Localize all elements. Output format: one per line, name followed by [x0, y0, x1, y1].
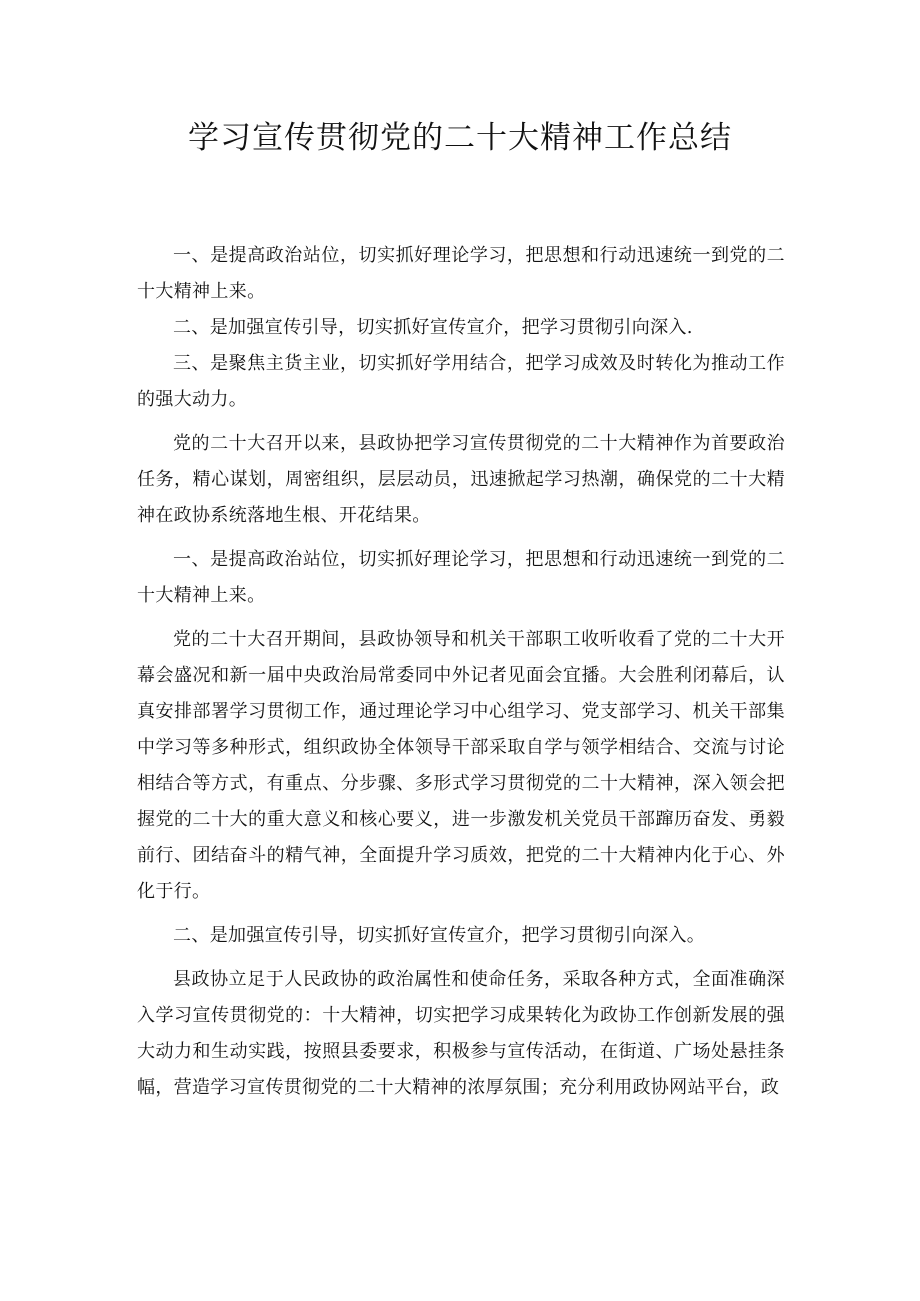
- paragraph-5: 一、是提高政治站位，切实抓好理论学习，把思想和行动迅速统一到党的二十大精神上来。: [137, 549, 785, 606]
- document-body: [137, 238, 785, 1106]
- paragraph-3: 三、是聚焦主货主业，切实抓好学用结合，把学习成效及时转化为推动工作的强大动力。: [137, 353, 785, 410]
- paragraph-7: 二、是加强宣传引导，切实抓好宣传宣介，把学习贯彻引向深入。: [173, 925, 706, 946]
- paragraph-8: 县政协立足于人民政协的政治属性和使命任务，采取各种方式，全面准确深入学习宣传贯彻党的：十大精神，切实把学习成果转化为政协工作创新发展的强大动力和生动实践，按照县委要求，积极参与宣传活动，在街道、广场处悬挂条幅，营造学习宣传贯彻党的二十大精神的浓厚氛围；充分利用政协网站平台，政: [137, 969, 785, 1098]
- document-title: 学习宣传贯彻党的二十大精神工作总结: [188, 120, 732, 156]
- paragraph-1: 一、是提高政治站位，切实抓好理论学习，把思想和行动迅速统一到党的二十大精神上来。: [137, 245, 785, 302]
- paragraph-2: 二、是加强宣传引导，切实抓好宣传宣介，把学习贯彻引向深入.: [173, 317, 693, 338]
- paragraph-6: 党的二十大召开期间，县政协领导和机关干部职工收听收看了党的二十大开幕会盛况和新一届中央政治局常委同中外记者见面会宜播。大会胜利闭幕后，认真安排部署学习贯彻工作，通过理论学习中心组学习、党支部学习、机关干部集中学习等多种形式，组织政协全体领导干部采取自学与领学相结合、交流与讨论相结合等方式，有重点、分步骤、多形式学习贯彻党的二十大精神，深入领会把握党的二十大的重大意义和核心要义，进一步激发机关党员干部蹿历奋发、勇毅前行、团结奋斗的精气神，全面提升学习质效，把党的二十大精神内化于心、外化于行。: [137, 629, 785, 902]
- paragraph-4: 党的二十大召开以来，县政协把学习宣传贯彻党的二十大精神作为首要政治任务，精心谋划，周密组织，层层动员，迅速掀起学习热潮，确保党的二十大精神在政协系统落地生根、开花结果。: [137, 433, 785, 526]
